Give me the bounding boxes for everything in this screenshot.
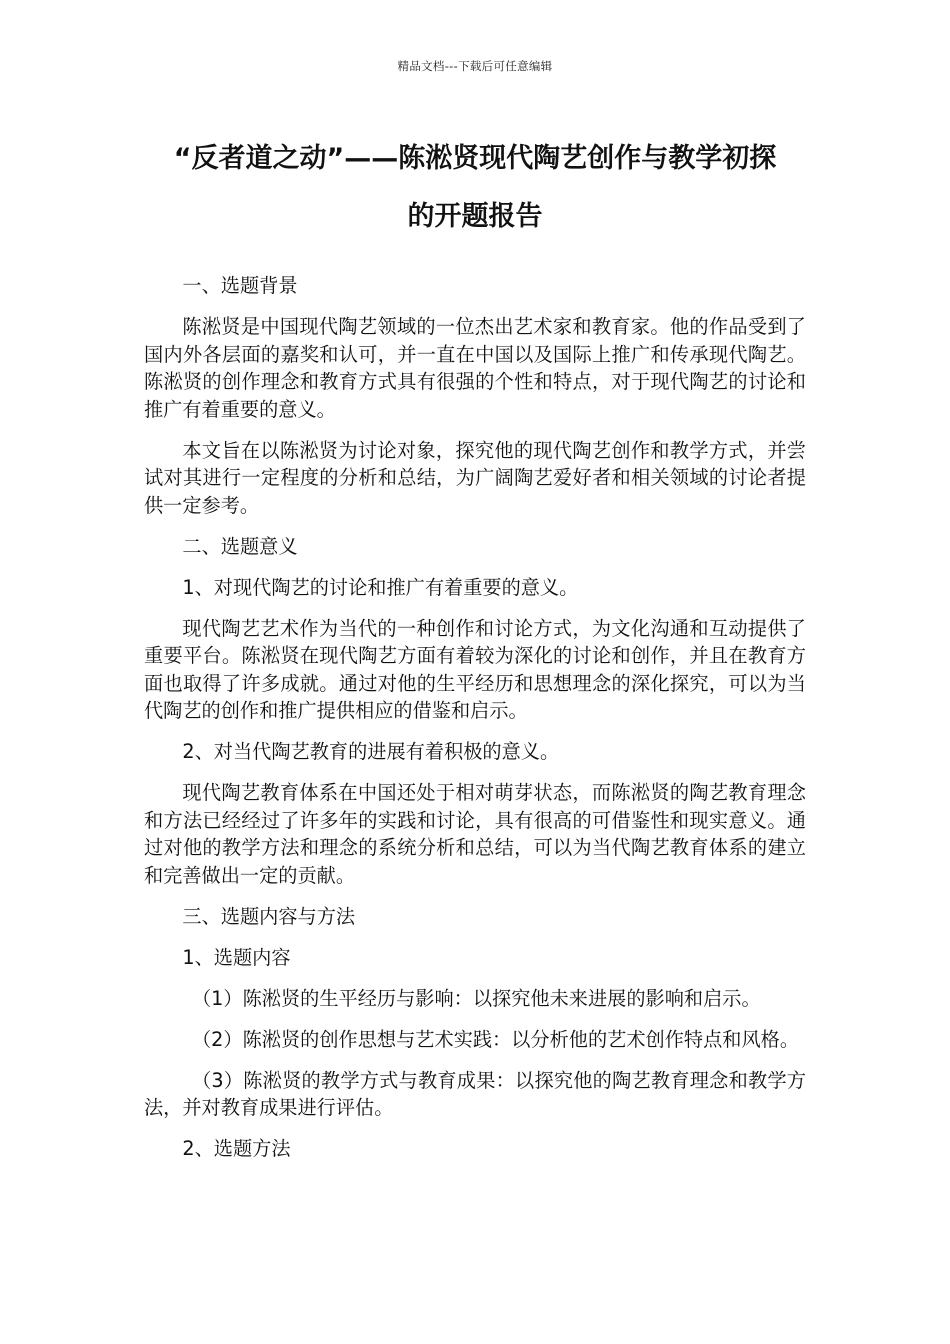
- paragraph-significance-2: 现代陶艺教育体系在中国还处于相对萌芽状态，而陈淞贤的陶艺教育理念和方法已经经过了许多年的实践和讨论，具有很高的可借鉴性和现实意义。通过对他的教学方法和理念的系统分析和总结，可以为当代陶艺教育体系的建立和完善做出一定的贡献。: [144, 781, 806, 887]
- title-line-1: “反者道之动”——陈淞贤现代陶艺创作与教学初探: [173, 143, 777, 174]
- paragraph-background-1: 陈淞贤是中国现代陶艺领域的一位杰出艺术家和教育家。他的作品受到了国内外各层面的嘉奖和认可，并一直在中国以及国际上推广和传承现代陶艺。陈淞贤的创作理念和教育方式具有很强的个性和特点，对于现代陶艺的讨论和推广有着重要的意义。: [144, 315, 806, 421]
- paragraph-significance-1: 现代陶艺艺术作为当代的一种创作和讨论方式，为文化沟通和互动提供了重要平台。陈淞贤在现代陶艺方面有着较为深化的讨论和创作，并且在教育方面也取得了许多成就。通过对他的生平经历和思想理念的深化探究，可以为当代陶艺的创作和推广提供相应的借鉴和启示。: [144, 616, 806, 722]
- subheading-significance-2: 2、对当代陶艺教育的进展有着积极的意义。: [182, 740, 560, 763]
- title-line-2: 的开题报告: [407, 201, 543, 232]
- subheading-significance-1: 1、对现代陶艺的讨论和推广有着重要的意义。: [182, 575, 579, 599]
- header-note: 精品文档---下载后可任意编辑: [397, 59, 553, 73]
- subheading-method: 2、选题方法: [182, 1137, 291, 1160]
- section-heading-background: 一、选题背景: [182, 274, 298, 297]
- section-heading-content-method: 三、选题内容与方法: [182, 904, 356, 928]
- paragraph-background-2: 本文旨在以陈淞贤为讨论对象，探究他的现代陶艺创作和教学方式，并尝试对其进行一定程度的分析和总结，为广阔陶艺爱好者和相关领域的讨论者提供一定参考。: [144, 438, 806, 517]
- section-heading-significance: 二、选题意义: [182, 534, 298, 558]
- content-item-2: （2）陈淞贤的创作思想与艺术实践：以分析他的艺术创作特点和风格。: [192, 1027, 800, 1051]
- document-body: [144, 272, 806, 1176]
- content-item-1: （1）陈淞贤的生平经历与影响：以探究他未来进展的影响和启示。: [192, 986, 761, 1010]
- document-title: [140, 130, 810, 246]
- subheading-content: 1、选题内容: [182, 945, 291, 969]
- content-item-3: （3）陈淞贤的教学方式与教育成果：以探究他的陶艺教育理念和教学方法，并对教育成果进行评估。: [144, 1068, 806, 1119]
